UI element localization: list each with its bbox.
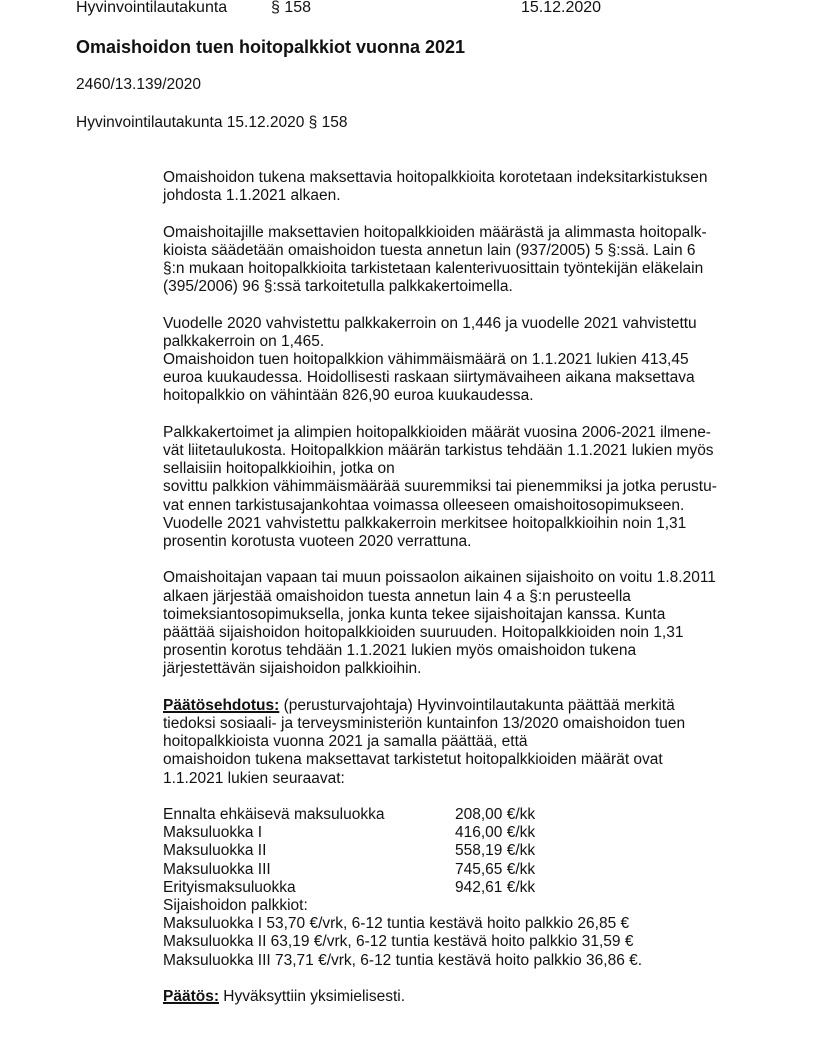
proposal-first-line-text: (perusturvajohtaja) Hyvinvointilautakunta päättää merkitä <box>279 696 675 714</box>
paragraph-line: Omaishoitajan vapaan tai muun poissaolon aikainen sijaishoito on voitu 1.8.2011 <box>163 569 716 587</box>
substitute-care-line: Maksuluokka I 53,70 €/vrk, 6-12 tuntia kestävä hoito palkkio 26,85 € <box>163 915 630 933</box>
paragraph-line: Omaishoidon tuen hoitopalkkion vähimmäismäärä on 1.1.2021 lukien 413,45 <box>163 351 689 368</box>
body-paragraph <box>163 224 763 297</box>
paragraph-line: johdosta 1.1.2021 alkaen. <box>163 187 341 205</box>
paragraph-line: järjestettävän sijaishoidon palkkioihin. <box>163 660 422 678</box>
paragraph-line: hoitopalkkio on vähintään 826,90 euroa kuukaudessa. <box>163 387 534 405</box>
proposal-label: Päätösehdotus: <box>163 696 280 714</box>
meeting-line: Hyvinvointilautakunta 15.12.2020 § 158 <box>76 114 348 131</box>
decision-proposal <box>163 697 763 788</box>
paragraph-line: alkaen järjestää omaishoidon tuesta annetun lain 4 a §:n perusteella <box>163 587 631 605</box>
reference-number: 2460/13.139/2020 <box>76 76 201 93</box>
substitute-care-line: Maksuluokka II 63,19 €/vrk, 6-12 tuntia kestävä hoito palkkio 31,59 € <box>163 933 634 951</box>
fee-class-row <box>163 842 763 860</box>
fee-class-label: Maksuluokka II <box>163 842 267 860</box>
fee-class-value: 416,00 €/kk <box>455 824 536 842</box>
paragraph-line: Palkkakertoimet ja alimpien hoitopalkkioiden määrät vuosina 2006-2021 ilmene- <box>163 423 711 441</box>
paragraph-line: vat ennen tarkistusajankohtaa voimassa olleeseen omaishoitosopimukseen. <box>163 496 685 514</box>
substitute-care-fees <box>163 897 763 970</box>
decision-text: Hyväksyttiin yksimielisesti. <box>219 988 406 1006</box>
fee-class-label: Maksuluokka III <box>163 860 271 878</box>
fee-class-value: 942,61 €/kk <box>455 878 536 896</box>
fee-class-value: 208,00 €/kk <box>455 806 536 824</box>
body-paragraph <box>163 569 763 678</box>
fee-class-label: Erityismaksuluokka <box>163 878 296 896</box>
paragraph-line: prosentin korotus tehdään 1.1.2021 lukien myös omaishoidon tukena <box>163 642 637 660</box>
paragraph-line: sellaisiin hoitopalkkioihin, jotka on <box>163 460 395 478</box>
body-paragraph <box>163 315 763 406</box>
body-paragraph <box>163 169 763 205</box>
paragraph-line: §:n mukaan hoitopalkkioita tarkistetaan kalenterivuosittain työntekijän eläkelain <box>163 260 704 277</box>
paragraph-line: vät liitetaulukosta. Hoitopalkkion määrän tarkistus tehdään 1.1.2021 lukien myös <box>163 442 714 459</box>
document-header <box>76 0 776 18</box>
paragraph-line: palkkakerroin on 1,465. <box>163 332 325 350</box>
header-section-number: § 158 <box>271 0 312 16</box>
fee-class-row <box>163 861 763 879</box>
paragraph-line: Vuodelle 2021 vahvistettu palkkakerroin merkitsee hoitopalkkioihin noin 1,31 <box>163 514 687 532</box>
paragraph-line: kioista säädetään omaishoidon tuesta annetun lain (937/2005) 5 §:ssä. Lain 6 <box>163 241 696 259</box>
proposal-line: hoitopalkkioista vuonna 2021 ja samalla päättää, että <box>163 733 528 751</box>
fee-class-row <box>163 824 763 842</box>
fee-class-label: Ennalta ehkäisevä maksuluokka <box>163 806 385 824</box>
decision <box>163 988 763 1006</box>
paragraph-line: sovittu palkkion vähimmäismäärää suuremmiksi tai pienemmiksi ja jotka perustu- <box>163 478 717 496</box>
fee-class-row <box>163 806 763 824</box>
fee-class-label: Maksuluokka I <box>163 824 263 842</box>
paragraph-line: Vuodelle 2020 vahvistettu palkkakerroin on 1,446 ja vuodelle 2021 vahvistettu <box>163 314 697 332</box>
header-date: 15.12.2020 <box>521 0 602 16</box>
body-paragraph <box>163 424 763 551</box>
substitute-care-heading: Sijaishoidon palkkiot: <box>163 897 308 915</box>
proposal-line: 1.1.2021 lukien seuraavat: <box>163 769 345 787</box>
proposal-line: omaishoidon tukena maksettavat tarkistetut hoitopalkkioiden määrät ovat <box>163 751 663 769</box>
proposal-first-line <box>163 697 763 715</box>
paragraph-line: päättää sijaishoidon hoitopalkkioiden suuruuden. Hoitopalkkioiden noin 1,31 <box>163 624 684 642</box>
fee-class-value: 558,19 €/kk <box>455 842 536 860</box>
paragraph-line: euroa kuukaudessa. Hoidollisesti raskaan siirtymävaiheen aikana maksettava <box>163 369 695 387</box>
fee-class-value: 745,65 €/kk <box>455 860 536 878</box>
fee-class-row <box>163 879 763 897</box>
proposal-line: tiedoksi sosiaali- ja terveysministeriön kuntainfon 13/2020 omaishoidon tuen <box>163 715 686 733</box>
paragraphs <box>163 169 763 679</box>
fee-class-list <box>163 806 763 897</box>
substitute-care-line: Maksuluokka III 73,71 €/vrk, 6-12 tuntia kestävä hoito palkkio 36,86 €. <box>163 951 643 969</box>
paragraph-line: Omaishoidon tukena maksettavia hoitopalkkioita korotetaan indeksitarkistuksen <box>163 169 708 186</box>
paragraph-line: Omaishoitajille maksettavien hoitopalkkioiden määrästä ja alimmasta hoitopalk- <box>163 223 707 241</box>
decision-label: Päätös: <box>163 988 219 1006</box>
paragraph-line: (395/2006) 96 §:ssä tarkoitetulla palkkakertoimella. <box>163 278 513 296</box>
document-title: Omaishoidon tuen hoitopalkkiot vuonna 2021 <box>76 37 466 57</box>
header-board-name: Hyvinvointilautakunta <box>76 0 228 16</box>
document-body <box>163 169 763 1024</box>
paragraph-line: prosentin korotusta vuoteen 2020 verrattuna. <box>163 533 472 551</box>
paragraph-line: toimeksiantosopimuksella, jonka kunta tekee sijaishoitajan kanssa. Kunta <box>163 605 666 623</box>
